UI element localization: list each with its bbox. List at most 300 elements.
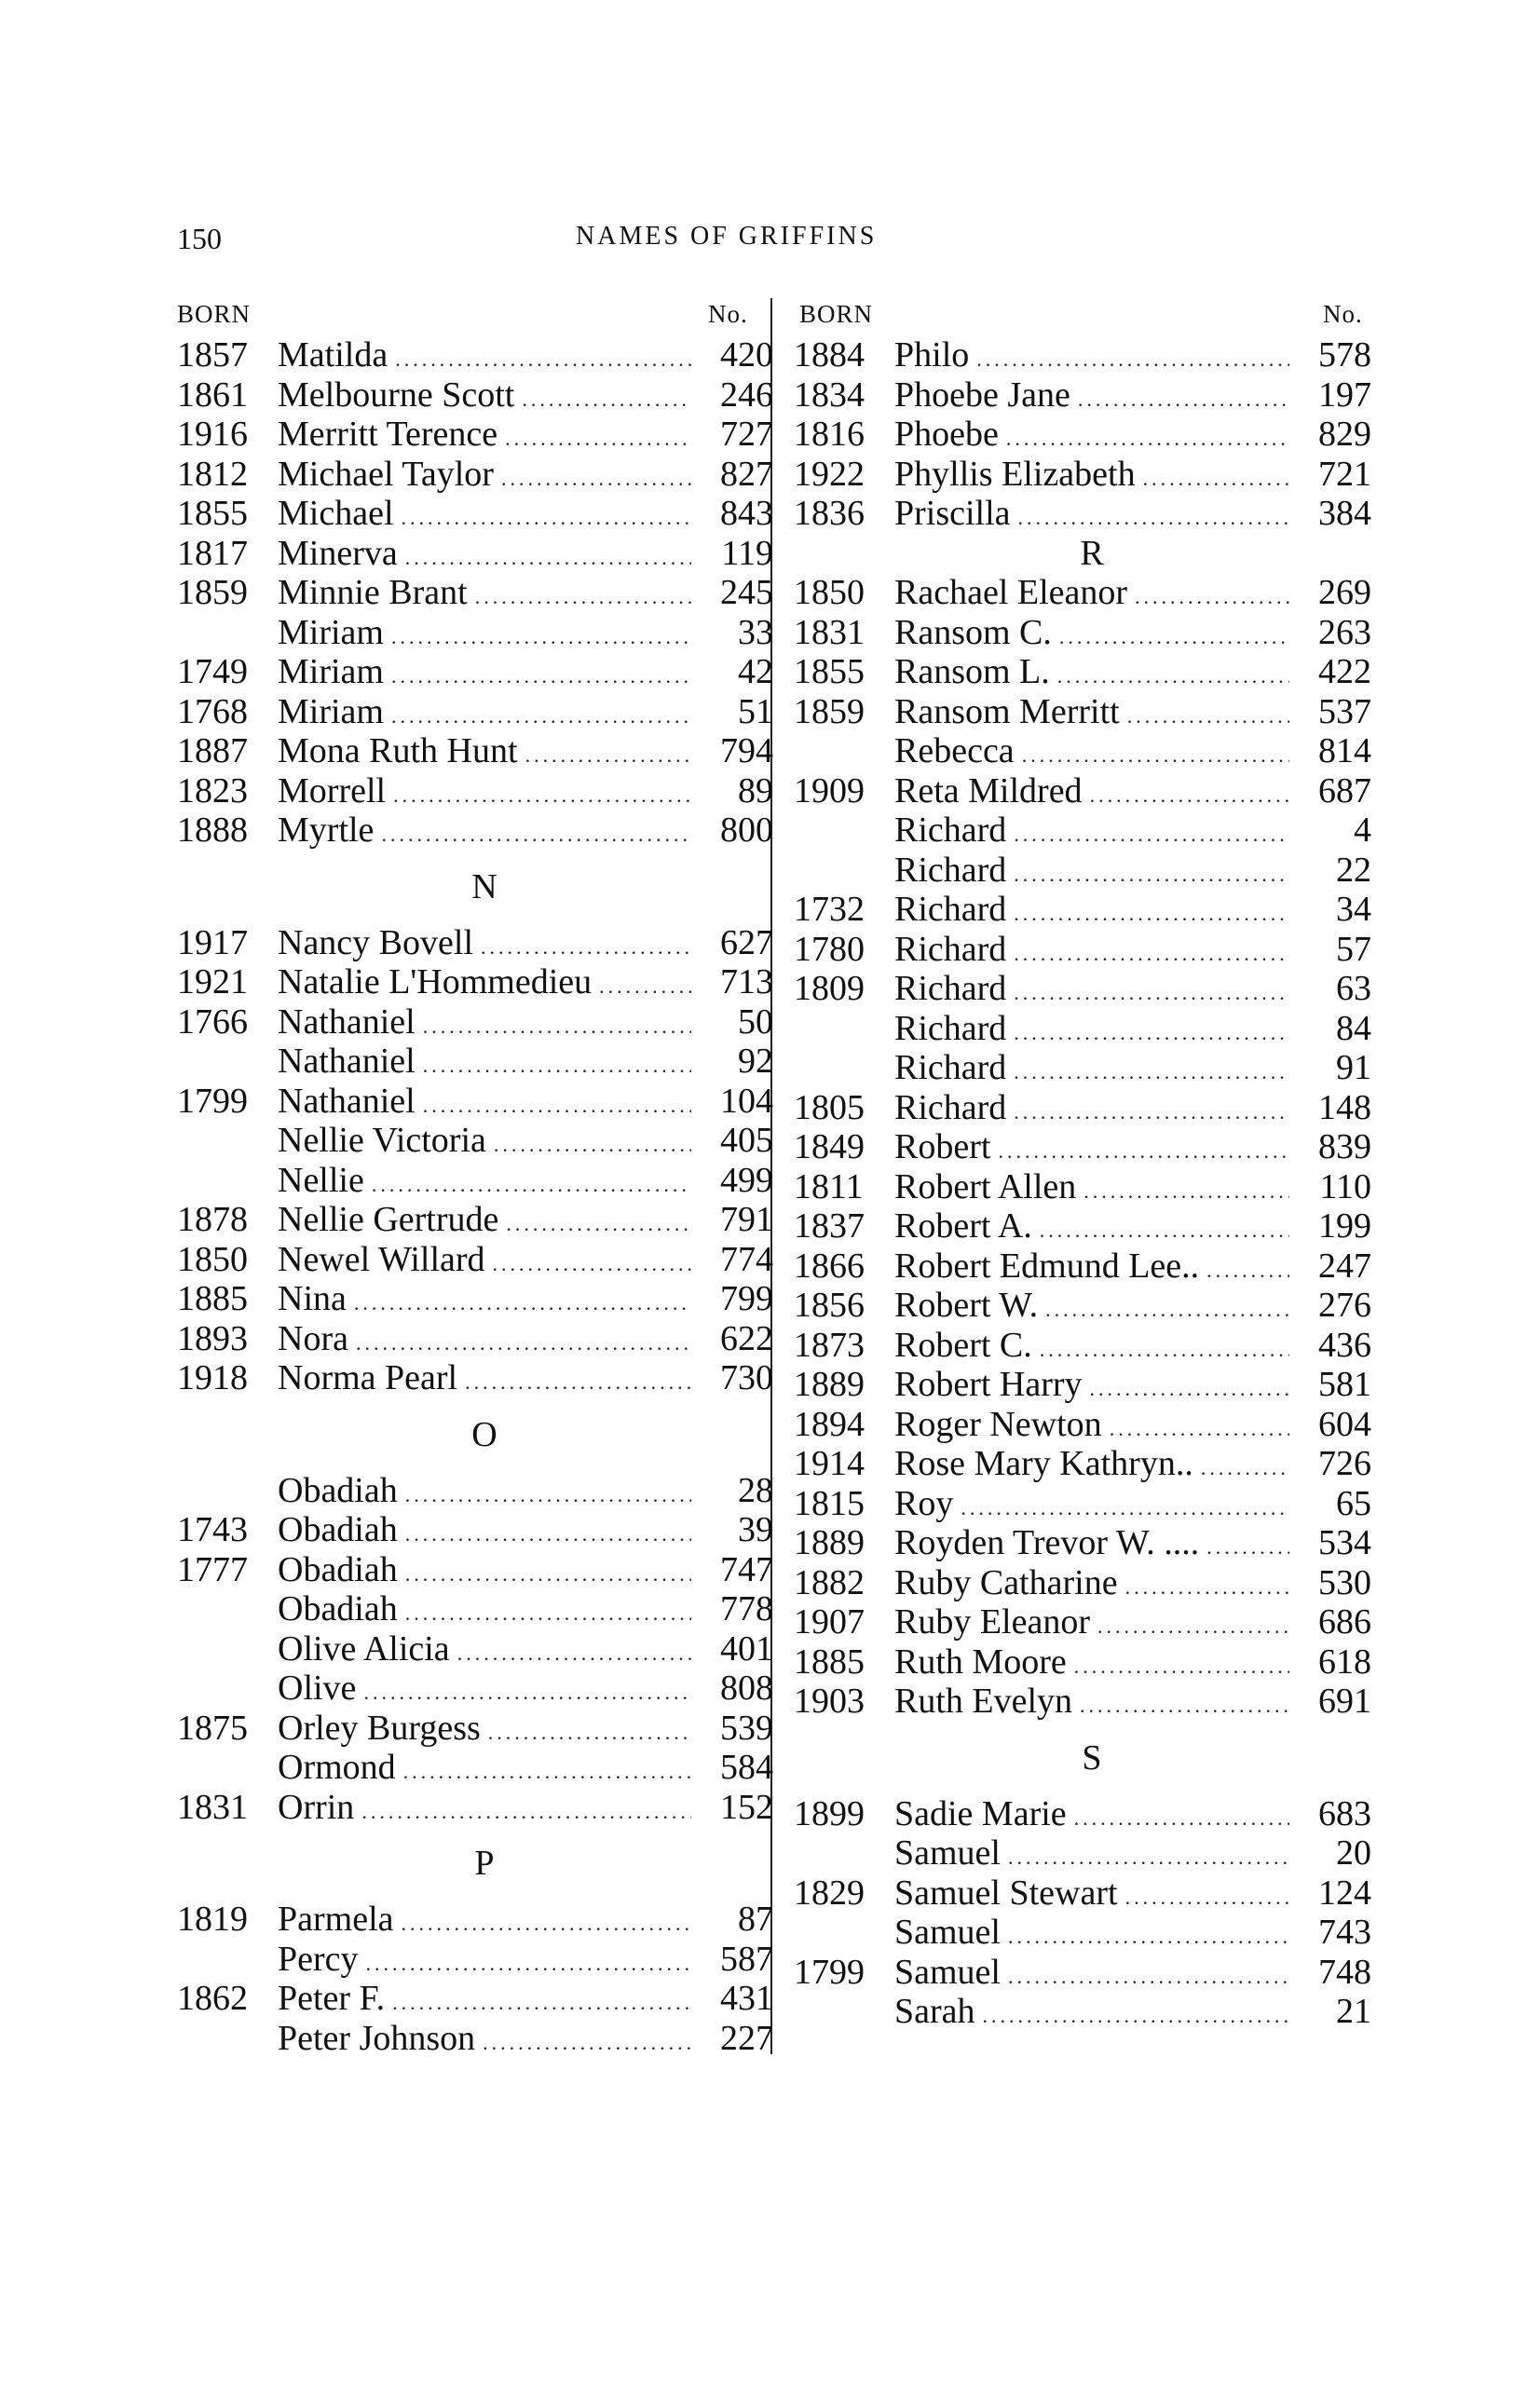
dot-leader — [493, 1245, 691, 1285]
name-with-leader — [278, 1042, 691, 1086]
person-name: Ransom L. — [894, 652, 1050, 691]
entry-number: 604 — [1318, 1404, 1371, 1444]
index-entry — [177, 1279, 773, 1319]
name-with-leader — [278, 415, 691, 459]
person-name: Myrtle — [278, 811, 375, 850]
dot-leader — [1040, 1211, 1289, 1251]
person-name: Roger Newton — [894, 1404, 1102, 1444]
dot-leader — [522, 380, 691, 420]
dot-leader — [1097, 1607, 1289, 1647]
person-name: Ransom Merritt — [894, 691, 1120, 731]
name-with-leader — [278, 731, 691, 776]
birth-year: 1849 — [794, 1127, 865, 1166]
entry-number: 50 — [738, 1001, 773, 1042]
person-name: Morrell — [278, 770, 387, 811]
birth-year: 1768 — [177, 691, 248, 731]
index-entry — [794, 1953, 1371, 1993]
person-name: Robert C. — [894, 1325, 1032, 1365]
index-entry — [177, 1358, 773, 1398]
dot-leader — [405, 1515, 691, 1555]
index-entry — [177, 1629, 773, 1669]
person-name: Reta Mildred — [894, 770, 1083, 811]
dot-leader — [1206, 1528, 1289, 1568]
person-name: Ransom C. — [894, 612, 1052, 652]
person-name: Percy — [278, 1939, 359, 1979]
dot-leader — [465, 1363, 691, 1403]
dot-leader — [391, 618, 691, 658]
person-name: Robert A. — [894, 1206, 1032, 1246]
birth-year: 1831 — [177, 1787, 248, 1827]
index-entry — [794, 1523, 1371, 1563]
dot-leader — [1014, 1093, 1289, 1133]
entry-number: 727 — [720, 415, 773, 454]
person-name: Richard — [894, 929, 1007, 969]
dot-leader — [1014, 815, 1289, 855]
person-name: Norma Pearl — [278, 1358, 458, 1397]
index-entry — [794, 731, 1371, 771]
entry-number: 227 — [720, 2018, 773, 2058]
dot-leader — [488, 1713, 691, 1753]
index-entry — [177, 923, 773, 963]
index-entry — [177, 771, 773, 811]
index-entry — [794, 1048, 1371, 1088]
index-entry — [177, 1121, 773, 1161]
name-with-leader — [278, 1900, 691, 1944]
entry-number: 87 — [738, 1900, 773, 1939]
entry-number: 34 — [1336, 890, 1371, 929]
name-with-leader — [278, 573, 691, 618]
person-name: Minnie Brant — [278, 573, 468, 612]
person-name: Ormond — [278, 1748, 396, 1787]
no-header-right: No. — [1323, 300, 1363, 328]
section-letter-label: R — [1080, 533, 1104, 573]
dot-leader — [405, 1594, 691, 1634]
dot-leader — [405, 1555, 691, 1595]
dot-leader — [1014, 894, 1289, 934]
entry-number: 778 — [720, 1589, 773, 1628]
dot-leader — [366, 1944, 691, 1984]
entry-number: 581 — [1318, 1365, 1371, 1404]
person-name: Miriam — [278, 612, 384, 652]
name-with-leader — [894, 573, 1289, 618]
birth-year: 1809 — [794, 969, 865, 1008]
dot-leader — [1083, 1172, 1289, 1212]
section-letter — [177, 1827, 773, 1900]
person-name: Olive — [278, 1669, 357, 1708]
dot-leader — [405, 538, 691, 579]
birth-year: 1859 — [794, 691, 865, 731]
name-with-leader — [894, 1484, 1289, 1529]
name-with-leader — [278, 1471, 691, 1516]
dot-leader — [501, 459, 691, 499]
person-name: Roy — [894, 1483, 954, 1523]
name-with-leader — [894, 613, 1289, 658]
index-entry — [794, 1484, 1371, 1524]
name-with-leader — [894, 1286, 1289, 1330]
birth-year: 1899 — [794, 1793, 865, 1833]
dot-leader — [1059, 618, 1289, 658]
index-entry — [177, 962, 773, 1002]
index-entry — [794, 1326, 1371, 1366]
birth-year: 1884 — [794, 335, 865, 375]
index-entry — [794, 415, 1371, 455]
dot-leader — [1008, 1957, 1289, 1997]
birth-year: 1857 — [177, 335, 248, 375]
person-name: Phoebe — [894, 415, 999, 454]
entry-number: 829 — [1318, 415, 1371, 454]
name-with-leader — [278, 811, 691, 855]
name-with-leader — [894, 1444, 1289, 1489]
index-entry — [177, 375, 773, 416]
entry-number: 534 — [1318, 1523, 1371, 1562]
dot-leader — [481, 928, 691, 968]
person-name: Rebecca — [894, 731, 1015, 770]
name-with-leader — [278, 1200, 691, 1245]
dot-leader — [976, 340, 1289, 380]
index-entry — [794, 613, 1371, 653]
name-with-leader — [278, 1002, 691, 1047]
dot-leader — [1014, 1014, 1289, 1054]
name-with-leader — [894, 455, 1289, 499]
birth-year: 1903 — [794, 1682, 865, 1721]
name-with-leader — [894, 1563, 1289, 1608]
index-entry — [177, 692, 773, 732]
entry-number: 721 — [1318, 454, 1371, 494]
birth-year: 1918 — [177, 1358, 248, 1397]
name-with-leader — [894, 1602, 1289, 1647]
page-number: 150 — [177, 222, 222, 255]
index-entry — [177, 1788, 773, 1828]
name-with-leader — [894, 969, 1289, 1014]
entry-number: 587 — [720, 1939, 773, 1979]
entry-number: 22 — [1336, 850, 1371, 890]
name-with-leader — [278, 692, 691, 737]
index-entry — [177, 415, 773, 455]
dot-leader — [1014, 974, 1289, 1014]
entry-number: 799 — [720, 1279, 773, 1318]
index-entry — [794, 1405, 1371, 1445]
index-entry — [794, 1088, 1371, 1128]
person-name: Melbourne Scott — [278, 375, 515, 415]
dot-leader — [1022, 736, 1289, 776]
person-name: Richard — [894, 850, 1007, 890]
index-entry — [794, 890, 1371, 930]
entry-number: 808 — [720, 1669, 773, 1708]
birth-year: 1855 — [177, 494, 248, 533]
dot-leader — [1074, 1647, 1289, 1687]
dot-leader — [363, 1673, 691, 1713]
birth-year: 1882 — [794, 1562, 865, 1602]
person-name: Obadiah — [278, 1589, 398, 1628]
name-with-leader — [278, 1629, 691, 1674]
name-with-leader — [278, 1358, 691, 1403]
dot-leader — [423, 1086, 691, 1126]
index-entry — [794, 1992, 1371, 2032]
name-with-leader — [894, 335, 1289, 380]
dot-leader — [1125, 1878, 1289, 1918]
name-with-leader — [894, 692, 1289, 737]
person-name: Miriam — [278, 691, 384, 731]
name-with-leader — [894, 1682, 1289, 1726]
name-with-leader — [894, 1992, 1289, 2037]
name-with-leader — [894, 1523, 1289, 1568]
dot-leader — [494, 1125, 691, 1165]
index-entry — [794, 930, 1371, 970]
birth-year: 1909 — [794, 770, 865, 811]
entry-number: 84 — [1336, 1008, 1371, 1048]
dot-leader — [402, 1904, 691, 1944]
index-entry — [177, 573, 773, 613]
dot-leader — [1110, 1410, 1289, 1450]
entry-number: 89 — [738, 770, 773, 811]
name-with-leader — [894, 1953, 1289, 1997]
birth-year: 1732 — [794, 890, 865, 929]
section-letter — [794, 534, 1371, 574]
entry-number: 401 — [720, 1628, 773, 1669]
born-header-left: BORN — [177, 300, 252, 328]
born-header-right: BORN — [799, 300, 874, 328]
entry-number: 726 — [1318, 1444, 1371, 1483]
entry-number: 747 — [720, 1549, 773, 1589]
entry-number: 263 — [1318, 612, 1371, 652]
birth-year: 1885 — [177, 1279, 248, 1318]
person-name: Michael — [278, 494, 394, 533]
name-with-leader — [278, 1279, 691, 1324]
entry-number: 39 — [738, 1510, 773, 1549]
entry-number: 622 — [720, 1318, 773, 1358]
dot-leader — [483, 2023, 691, 2064]
birth-year: 1766 — [177, 1001, 248, 1042]
entry-number: 791 — [720, 1200, 773, 1239]
name-with-leader — [894, 851, 1289, 895]
entry-number: 63 — [1336, 969, 1371, 1008]
person-name: Phyllis Elizabeth — [894, 454, 1136, 494]
dot-leader — [1006, 419, 1289, 459]
person-name: Richard — [894, 1087, 1007, 1127]
section-letter — [177, 851, 773, 923]
index-entry — [794, 1794, 1371, 1834]
entry-number: 530 — [1318, 1562, 1371, 1602]
birth-year: 1921 — [177, 962, 248, 1001]
birth-year: 1850 — [177, 1239, 248, 1279]
name-with-leader — [278, 375, 691, 420]
name-with-leader — [278, 494, 691, 538]
entry-number: 276 — [1318, 1286, 1371, 1325]
index-entry — [177, 1510, 773, 1550]
entry-number: 748 — [1318, 1952, 1371, 1992]
person-name: Robert Allen — [894, 1166, 1077, 1206]
index-entry — [177, 534, 773, 574]
index-entry — [177, 1240, 773, 1280]
name-with-leader — [894, 1833, 1289, 1878]
entry-number: 57 — [1336, 929, 1371, 969]
dot-leader — [1090, 776, 1289, 816]
name-with-leader — [894, 1206, 1289, 1251]
index-entry — [177, 1082, 773, 1122]
dot-leader — [381, 815, 691, 855]
name-with-leader — [278, 962, 691, 1007]
entry-number: 65 — [1336, 1483, 1371, 1523]
name-with-leader — [278, 1161, 691, 1206]
person-name: Nellie — [278, 1160, 364, 1200]
name-with-leader — [278, 1510, 691, 1555]
person-name: Nathaniel — [278, 1001, 416, 1042]
entry-number: 269 — [1318, 573, 1371, 612]
index-entry — [794, 1286, 1371, 1326]
birth-year: 1861 — [177, 375, 248, 415]
birth-year: 1815 — [794, 1483, 865, 1523]
person-name: Rose Mary Kathryn.. — [894, 1444, 1193, 1483]
birth-year: 1893 — [177, 1318, 248, 1358]
dot-leader — [392, 1983, 691, 2023]
entry-number: 713 — [720, 962, 773, 1001]
entry-number: 687 — [1318, 770, 1371, 811]
index-entry — [794, 455, 1371, 495]
name-with-leader — [894, 1167, 1289, 1212]
index-entry — [794, 1009, 1371, 1049]
name-with-leader — [278, 1121, 691, 1165]
entry-number: 51 — [738, 691, 773, 731]
birth-year: 1916 — [177, 415, 248, 454]
name-with-leader — [894, 1365, 1289, 1410]
index-entry — [177, 1669, 773, 1709]
index-entry — [794, 1833, 1371, 1873]
person-name: Minerva — [278, 533, 398, 573]
person-name: Richard — [894, 969, 1007, 1008]
name-with-leader — [894, 1048, 1289, 1093]
dot-leader — [961, 1489, 1289, 1529]
index-entry — [794, 851, 1371, 891]
name-with-leader — [894, 1794, 1289, 1839]
person-name: Robert W. — [894, 1286, 1039, 1325]
birth-year: 1811 — [794, 1166, 864, 1206]
person-name: Mona Ruth Hunt — [278, 731, 518, 770]
person-name: Orrin — [278, 1787, 355, 1827]
name-with-leader — [278, 1979, 691, 2023]
name-with-leader — [894, 1127, 1289, 1172]
entry-number: 436 — [1318, 1325, 1371, 1365]
person-name: Robert Edmund Lee.. — [894, 1246, 1200, 1286]
right-column — [794, 335, 1371, 2032]
birth-year: 1834 — [794, 375, 865, 415]
entry-number: 42 — [738, 652, 773, 691]
entry-number: 730 — [720, 1358, 773, 1397]
name-with-leader — [894, 771, 1289, 816]
birth-year: 1873 — [794, 1325, 865, 1365]
birth-year: 1862 — [177, 1979, 248, 2018]
dot-leader — [1135, 578, 1289, 618]
birth-year: 1888 — [177, 811, 248, 850]
index-entry — [794, 1127, 1371, 1167]
name-with-leader — [278, 613, 691, 658]
dot-leader — [356, 1324, 691, 1364]
birth-year: 1914 — [794, 1444, 865, 1483]
person-name: Merritt Terence — [278, 415, 498, 454]
entry-number: 839 — [1318, 1127, 1371, 1166]
entry-number: 384 — [1318, 494, 1371, 533]
birth-year: 1777 — [177, 1549, 248, 1589]
birth-year: 1878 — [177, 1200, 248, 1239]
birth-year: 1917 — [177, 922, 248, 962]
person-name: Natalie L'Hommedieu — [278, 962, 593, 1001]
birth-year: 1780 — [794, 929, 865, 969]
name-with-leader — [894, 415, 1289, 459]
name-with-leader — [278, 455, 691, 499]
dot-leader — [506, 1205, 691, 1245]
birth-year: 1889 — [794, 1523, 865, 1562]
index-entry — [794, 811, 1371, 851]
name-with-leader — [894, 1405, 1289, 1450]
entry-number: 578 — [1318, 335, 1371, 375]
person-name: Ruth Evelyn — [894, 1682, 1073, 1721]
person-name: Peter F. — [278, 1979, 386, 2018]
birth-year: 1837 — [794, 1206, 865, 1246]
birth-year: 1856 — [794, 1286, 865, 1325]
section-letter-label: N — [471, 866, 497, 906]
dot-leader — [361, 1792, 691, 1833]
person-name: Ruby Eleanor — [894, 1602, 1091, 1642]
index-entry — [794, 969, 1371, 1009]
person-name: Obadiah — [278, 1549, 398, 1589]
birth-year: 1823 — [177, 770, 248, 811]
entry-number: 124 — [1318, 1873, 1371, 1913]
person-name: Philo — [894, 335, 970, 375]
dot-leader — [1074, 1799, 1289, 1839]
dot-leader — [1127, 697, 1289, 737]
person-name: Robert Harry — [894, 1365, 1083, 1404]
entry-number: 148 — [1318, 1087, 1371, 1127]
person-name: Obadiah — [278, 1470, 398, 1510]
index-entry — [177, 1748, 773, 1788]
name-with-leader — [894, 494, 1289, 538]
entry-number: 246 — [720, 375, 773, 415]
dot-leader — [1201, 1449, 1289, 1489]
birth-year: 1836 — [794, 494, 865, 533]
index-entry — [177, 1550, 773, 1590]
birth-year: 1850 — [794, 573, 865, 612]
entry-number: 743 — [1318, 1913, 1371, 1952]
person-name: Robert — [894, 1127, 991, 1166]
index-entry — [177, 1709, 773, 1749]
index-entry — [794, 1642, 1371, 1683]
name-with-leader — [278, 1709, 691, 1753]
section-letter — [177, 1398, 773, 1471]
person-name: Newel Willard — [278, 1239, 485, 1279]
name-with-leader — [278, 534, 691, 579]
dot-leader — [391, 697, 691, 737]
dot-leader — [1080, 1686, 1289, 1726]
entry-number: 405 — [720, 1121, 773, 1160]
person-name: Miriam — [278, 652, 384, 691]
person-name: Obadiah — [278, 1510, 398, 1549]
entry-number: 197 — [1318, 375, 1371, 415]
index-entry — [177, 494, 773, 534]
entry-number: 584 — [720, 1748, 773, 1787]
entry-number: 92 — [738, 1042, 773, 1081]
birth-year: 1875 — [177, 1708, 248, 1748]
index-entry — [177, 1900, 773, 1940]
index-entry — [794, 1444, 1371, 1484]
name-with-leader — [894, 652, 1289, 697]
name-with-leader — [278, 1082, 691, 1126]
entry-number: 627 — [720, 922, 773, 962]
person-name: Nellie Victoria — [278, 1121, 486, 1160]
name-with-leader — [894, 930, 1289, 974]
entry-number: 4 — [1354, 811, 1371, 850]
birth-year: 1831 — [794, 612, 865, 652]
person-name: Orley Burgess — [278, 1708, 481, 1748]
birth-year: 1819 — [177, 1900, 248, 1939]
